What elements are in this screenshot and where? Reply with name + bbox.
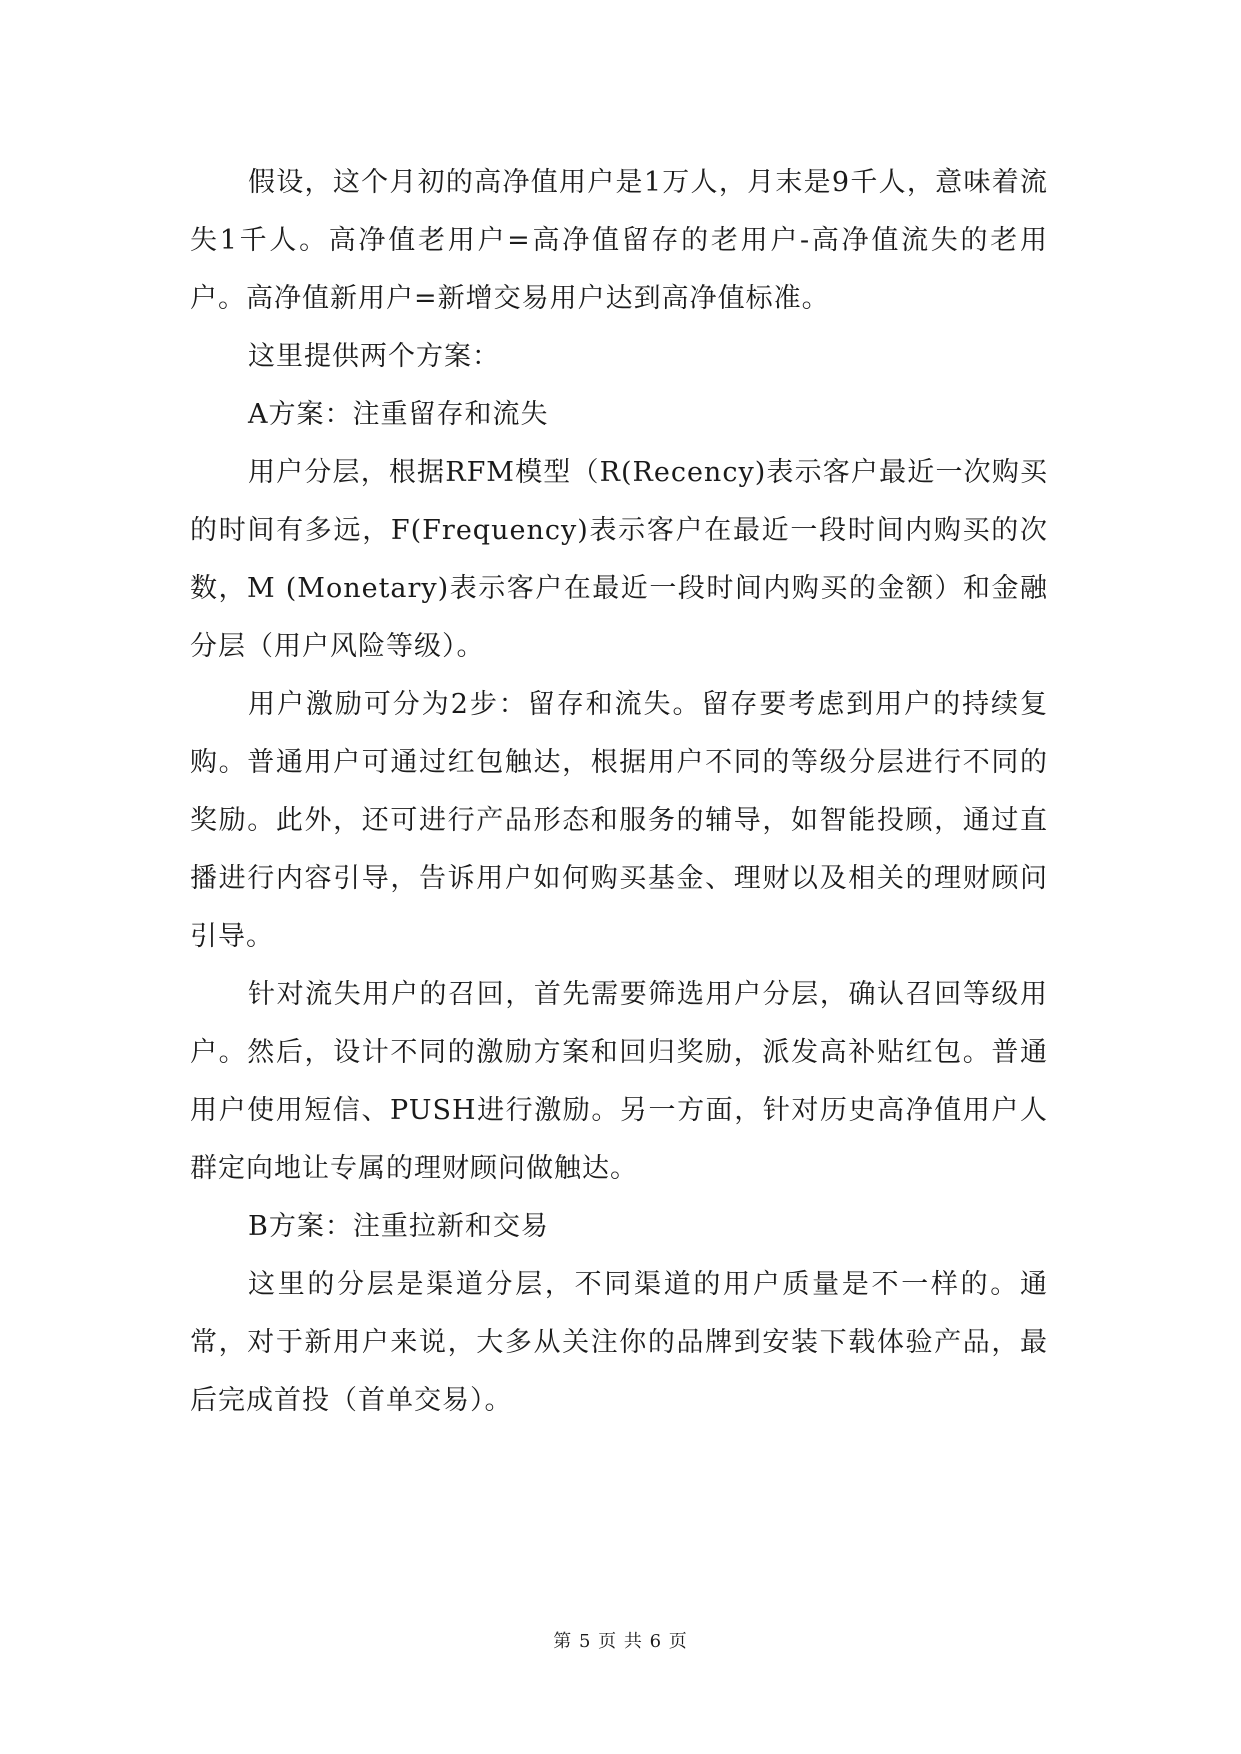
paragraph-churn-recall: 针对流失用户的召回，首先需要筛选用户分层，确认召回等级用户。然后，设计不同的激励方案和回归奖励，派发高补贴红包。普通用户使用短信、PUSH进行激励。另一方面，针对历史高净值用户人群定向地让专属的理财顾问做触达。 (190, 979, 1048, 1184)
heading-plan-a: A方案：注重留存和流失 (248, 399, 549, 430)
paragraph-net-worth-assumption: 假设，这个月初的高净值用户是1万人，月末是9千人，意味着流失1千人。高净值老用户=高净值留存的老用户-高净值流失的老用户。高净值新用户=新增交易用户达到高净值标准。 (190, 167, 1048, 314)
paragraph-user-incentive: 用户激励可分为2步：留存和流失。留存要考虑到用户的持续复购。普通用户可通过红包触达，根据用户不同的等级分层进行不同的奖励。此外，还可进行产品形态和服务的辅导，如智能投顾，通过直播进行内容引导，告诉用户如何购买基金、理财以及相关的理财顾问引导。 (190, 689, 1048, 952)
page-footer: 第 5 页 共 6 页 (553, 1631, 688, 1652)
paragraph-channel-segmentation: 这里的分层是渠道分层，不同渠道的用户质量是不一样的。通常，对于新用户来说，大多从关注你的品牌到安装下载体验产品，最后完成首投（首单交易）。 (190, 1269, 1048, 1416)
document-body (190, 154, 1048, 1430)
paragraph-two-plans-intro: 这里提供两个方案： (248, 341, 500, 372)
paragraph-rfm-segmentation: 用户分层，根据RFM模型（R(Recency)表示客户最近一次购买的时间有多远，F(Frequency)表示客户在最近一段时间内购买的次数，M (Monetary)表示客户在最近一段时间内购买的金额）和金融分层（用户风险等级）。 (190, 457, 1048, 662)
heading-plan-b: B方案：注重拉新和交易 (248, 1211, 549, 1242)
